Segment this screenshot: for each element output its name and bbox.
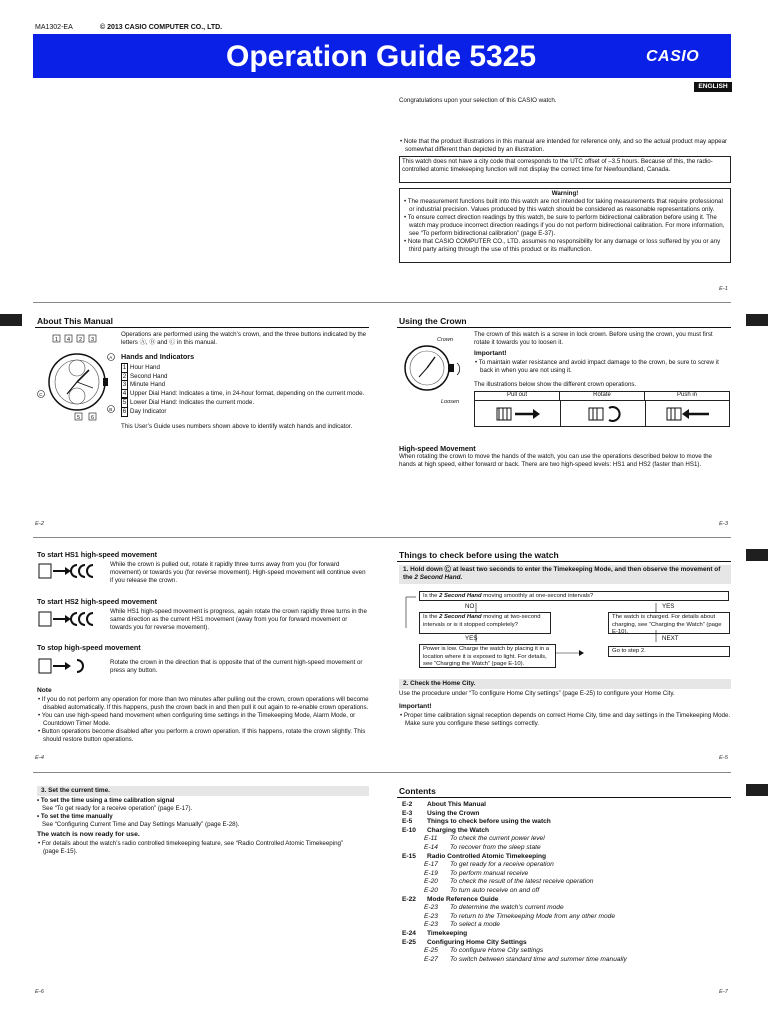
contents-text: To check the result of the latest receive operation: [450, 878, 594, 886]
about-outro: This User’s Guide uses numbers shown above to identify watch hands and indicator.: [121, 423, 353, 430]
contents-page: E-2: [402, 801, 413, 808]
contents-item[interactable]: [402, 956, 722, 965]
crown-illustrations: The illustrations below show the different crown operations.: [474, 381, 637, 388]
warning-box: [399, 188, 731, 263]
hs-body: When rotating the crown to move the hands of the watch, you can use the operations described below to move the hands at high speed, either forward or back. There are two high-speed levels: HS1 and HS2 (faster than HS1).: [399, 453, 712, 468]
page-number: E-2: [35, 521, 45, 527]
note-item: • Button operations become disabled after you perform a crown operation. If this happens, rotate the crown slightly. This should restore button operations.: [38, 727, 366, 743]
button-letter: B: [109, 407, 113, 412]
brand-logo: CASIO: [646, 48, 700, 65]
dial-number: 1: [55, 337, 59, 343]
page-divider: [33, 537, 731, 538]
set-bullet-text: To set the time using a time calibration signal: [40, 797, 175, 804]
pull-out-icon: [495, 404, 541, 424]
section-rule: [397, 561, 731, 562]
page-divider: [33, 772, 731, 773]
goto-box: Go to step 2.: [608, 646, 730, 657]
next-label: NEXT: [662, 635, 679, 642]
contents-page: E-5: [402, 818, 413, 826]
warning-text: To ensure correct direction readings by this watch, be sure to perform bidirectional calibration before using it. The watch may produce incorrect direction readings if you do not perform bidirectional calibration. For more information, see “To perform bidirectional calibration” (page E-37).: [407, 213, 725, 237]
contents-text: To check the current power level: [450, 835, 545, 843]
q-text: Is the: [423, 614, 438, 620]
edge-tab: [746, 784, 768, 796]
step2-body: Use the procedure under “To configure Home City settings” (page E-25) to configure your Home City.: [399, 690, 675, 697]
section-rule: [397, 327, 731, 328]
contents-page: E-22: [402, 895, 416, 903]
section-title: Using the Crown: [399, 316, 467, 326]
watch-dial-diagram: [35, 332, 120, 427]
rotate-icon: [585, 404, 625, 424]
contents-page: E-19: [424, 869, 438, 877]
page-number: E-3: [719, 521, 729, 527]
contents-text: Radio Controlled Atomic Timekeeping: [427, 852, 547, 860]
important-label: Important!: [399, 703, 432, 710]
illustration-note: • Note that the product illustrations in this manual are intended for reference only, and so the actual product may appear somewhat different than depicted by an illustration.: [400, 138, 728, 153]
hands-item: [121, 380, 369, 389]
yes-label: YES: [465, 635, 478, 642]
step3-box: [37, 786, 369, 796]
hands-item: [121, 407, 369, 416]
contents-page: E-24: [402, 930, 416, 937]
contents-text: Configuring Home City Settings: [427, 938, 527, 946]
hs1-icon: [37, 560, 97, 582]
stop-icon: [37, 655, 97, 677]
warning-text: Note that CASIO COMPUTER CO., LTD. assumes no responsibility for any damage or loss suffered by you or any third party arising through the use of this product or its malfunction.: [407, 237, 721, 253]
hands-title: Hands and Indicators: [121, 352, 195, 361]
contents-text: Using the Crown: [427, 809, 480, 817]
contents-list: [402, 801, 732, 981]
illustration-note-text: Note that the product illustrations in this manual are intended for reference only, and so the actual product may appear somewhat different than depicted by an illustration.: [403, 138, 728, 153]
utc-text: This watch does not have a city code that corresponds to the UTC offset of –3.5 hours. Because of this, the radio-controlled atomic timekeeping function will not display the correct time for Newfoundland, Canada.: [402, 158, 713, 173]
item-text: Hour Hand: [130, 364, 160, 371]
crown-bullet: • To maintain water resistance and avoid impact damage to the crown, be sure to screw it back in when you are not using it.: [475, 359, 719, 374]
item-number: 3: [122, 381, 127, 388]
dial-number: 6: [91, 415, 95, 421]
page-title: Operation Guide 5325: [226, 40, 537, 73]
set-bullet-2: • To set the time manually: [37, 812, 113, 820]
stop-body: Rotate the crown in the direction that is opposite that of the current high-speed movement or press any button.: [110, 659, 363, 674]
dial-number: 4: [67, 337, 71, 343]
contents-page: E-25: [402, 938, 416, 946]
set-ref-1: See “To get ready for a receive operation” (page E-17).: [42, 804, 193, 812]
contents-page: E-3: [402, 809, 413, 817]
contents-text: Timekeeping: [427, 930, 468, 937]
warning-title: Warning!: [551, 190, 579, 197]
section-title: About This Manual: [37, 316, 114, 326]
step1-text: 1. Hold down Ⓒ at least two seconds to enter the Timekeeping Mode, and then observe the movement of the: [403, 566, 721, 582]
col-header: Pull out: [475, 392, 560, 401]
utc-box: [399, 156, 731, 183]
contents-page: E-23: [424, 912, 438, 920]
page-number: E-1: [719, 286, 729, 292]
warning-item-3: • Note that CASIO COMPUTER CO., LTD. assumes no responsibility for any damage or loss suffered by you or any third party arising through the use of this product or its malfunction.: [404, 237, 721, 253]
step1-hand: 2 Second Hand.: [414, 574, 463, 582]
contents-page: E-23: [424, 904, 438, 912]
contents-text: To return to the Timekeeping Mode from any other mode: [450, 912, 615, 920]
set-list: [37, 797, 369, 829]
dial-number: 2: [79, 337, 83, 343]
contents-text: Charging the Watch: [427, 826, 490, 834]
button-letter: A: [109, 355, 113, 360]
item-number: 1: [122, 364, 127, 371]
contents-page: E-20: [424, 878, 438, 886]
table-divider: [560, 401, 561, 427]
q-text: moving smoothly at one-second intervals?: [483, 593, 594, 599]
hands-item: [121, 372, 369, 381]
push-in-icon: [665, 404, 711, 424]
set-bullet-text: To set the time manually: [40, 812, 113, 820]
contents-text: To switch between standard time and summer time manually: [450, 955, 627, 963]
contents-text: Mode Reference Guide: [427, 895, 499, 903]
low-power-box: Power is low. Charge the watch by placing it in a location where it is exposed to light. For details, see “Charging the Watch” (page E-10).: [419, 644, 556, 668]
hs1-title: To start HS1 high-speed movement: [37, 550, 158, 559]
col-header: Rotate: [560, 392, 645, 401]
hs2-title: To start HS2 high-speed movement: [37, 597, 158, 606]
contents-text: To configure Home City settings: [450, 947, 544, 955]
question-1: [419, 591, 729, 601]
warning-text: The measurement functions built into this watch are not intended for taking measurements that require professional or industrial precision. Values produced by this watch should be considered as reasonable representations only.: [407, 197, 723, 213]
detail-text: For details about the watch’s radio controlled timekeeping feature, see “Radio Controlled Atomic Timekeeping” (page E-15).: [41, 840, 344, 855]
section-rule: [397, 797, 731, 798]
stop-title: To stop high-speed movement: [37, 643, 141, 652]
item-number: 4: [122, 389, 127, 397]
contents-page: E-25: [424, 947, 438, 955]
note-text: If you do not perform any operation for more than two minutes after pulling out the crown, crown operations will become disabled automatically. If this happens, push the crown back in and then pull it out again to re-enable crown operations.: [41, 696, 369, 711]
contents-text: About This Manual: [427, 801, 486, 808]
copyright: © 2013 CASIO COMPUTER CO., LTD.: [100, 24, 223, 31]
hs-title: High-speed Movement: [399, 444, 476, 453]
contents-page: E-10: [402, 826, 416, 834]
contents-page: E-15: [402, 852, 416, 860]
step2-box: [399, 679, 731, 689]
contents-text: Things to check before using the watch: [427, 818, 551, 826]
page-number: E-5: [719, 755, 729, 761]
edge-tab: [746, 549, 768, 561]
item-number: 2: [122, 372, 127, 380]
step1-box: [399, 565, 731, 584]
hands-item: [121, 389, 369, 399]
page-number: E-4: [35, 755, 45, 761]
edge-tab: [0, 314, 22, 326]
crown-diagram: [397, 333, 469, 408]
edge-tab: [746, 314, 768, 326]
section-rule: [35, 327, 369, 328]
step3-text: 3. Set the current time.: [41, 787, 110, 794]
important-item: • Proper time calibration signal reception depends on correct Home City, time and day settings in the Timekeeping Mode. Make sure you configure these settings correctly.: [400, 712, 731, 727]
item-text: Day Indicator: [130, 407, 167, 415]
contents-text: To recover from the sleep state: [450, 844, 541, 851]
crown-body: The crown of this watch is a screw in lock crown. Before using the crown, you must first rotate it towards you to loosen it.: [474, 331, 713, 346]
about-intro: Operations are performed using the watch’s crown, and the three buttons indicated by the letters Ⓐ, Ⓑ and Ⓒ in this manual.: [121, 331, 367, 346]
item-text: Lower Dial Hand: Indicates the current mode.: [130, 399, 255, 407]
contents-page: E-17: [424, 861, 438, 869]
congrats-text: Congratulations upon your selection of this CASIO watch.: [399, 97, 557, 104]
warning-item-2: • To ensure correct direction readings by this watch, be sure to perform bidirectional calibration before using it. The watch may produce incorrect direction readings if you do not perform bidirectional calibration. For more information, see “To perform bidirectional calibration” (page E-37).: [404, 213, 725, 237]
hs1-body: While the crown is pulled out, rotate it rapidly three turns away from you (for forward movement) or towards you (for reverse movement). High-speed movement will continue even if you release the crown.: [110, 561, 366, 584]
charged-box: The watch is charged. For details about charging, see “Charging the Watch” (page E-10).: [608, 612, 730, 634]
q-text: Is the: [423, 593, 438, 599]
contents-page: E-20: [424, 887, 438, 894]
warning-item-1: • The measurement functions built into this watch are not intended for taking measurements that require professional or industrial precision. Values produced by this watch should be considered as reasonable representations only.: [404, 197, 723, 213]
notes-list: [37, 696, 369, 744]
note-text: You can use high-speed hand movement when configuring time settings in the Timekeeping Mode, Alarm Mode, or Countdown Timer Mode.: [41, 711, 356, 727]
note-item: • If you do not perform any operation for more than two minutes after pulling out the crown, crown operations will become disabled automatically. If this happens, push the crown back in and then pull it out again to re-enable crown operations.: [38, 696, 369, 711]
hs2-icon: [37, 608, 97, 630]
set-ref-2: See “Configuring Current Time and Day Settings Manually” (page E-28).: [42, 820, 240, 828]
crown-label: Crown: [437, 337, 453, 343]
contents-text: To select a mode: [450, 921, 500, 929]
table-divider: [645, 401, 646, 427]
contents-text: To perform manual receive: [450, 869, 529, 877]
contents-text: To determine the watch’s current mode: [450, 904, 564, 912]
contents-page: E-11: [424, 835, 438, 843]
q-text: moving at two-second intervals or is it stopped completely?: [423, 614, 541, 628]
contents-page: E-27: [424, 955, 438, 963]
note-item: • You can use high-speed hand movement when configuring time settings in the Timekeeping Mode, Alarm Mode, or Countdown Timer Mode.: [38, 711, 356, 727]
crown-bullet-text: To maintain water resistance and avoid impact damage to the crown, be sure to screw it back in when you are not using it.: [478, 359, 719, 374]
col-header: Push in: [645, 392, 729, 401]
dial-number: 3: [91, 337, 95, 343]
section-title: Contents: [399, 786, 436, 796]
item-text: Minute Hand: [130, 381, 166, 388]
language-tab: ENGLISH: [694, 82, 732, 92]
step2-text: 2. Check the Home City.: [403, 680, 476, 687]
loosen-label: Loosen: [441, 399, 460, 405]
item-text: Second Hand: [130, 372, 168, 380]
page-number: E-7: [719, 989, 729, 995]
ready-text: The watch is now ready for use.: [37, 831, 140, 838]
no-label: NO: [465, 603, 475, 610]
set-bullet-1: • To set the time using a time calibration signal: [37, 797, 175, 804]
page-divider: [33, 302, 731, 303]
contents-text: To turn auto receive on and off: [450, 887, 540, 894]
detail-item: • For details about the watch’s radio controlled timekeeping feature, see “Radio Controlled Atomic Timekeeping” (page E-15).: [38, 840, 344, 855]
note-text: Button operations become disabled after you perform a crown operation. If this happens, rotate the crown slightly. This should restore button operations.: [41, 727, 366, 743]
important-text: Proper time calibration signal reception depends on correct Home City, time and day settings in the Timekeeping Mode. Make sure you configure these settings correctly.: [403, 712, 731, 727]
q-hand: 2 Second Hand: [439, 593, 482, 599]
item-number: 5: [122, 399, 127, 407]
important-label: Important!: [474, 350, 507, 357]
page-number: E-6: [35, 989, 45, 995]
dial-number: 5: [77, 415, 81, 421]
hands-item: [121, 363, 369, 372]
crown-ops-table: [474, 391, 730, 427]
hands-item: [121, 398, 369, 407]
item-text: Upper Dial Hand: Indicates a time, in 24-hour format, depending on the current mode.: [130, 389, 365, 397]
question-2: [419, 612, 551, 634]
contents-text: To get ready for a receive operation: [450, 861, 554, 869]
hs2-body: While HS1 high-speed movement is progress, again rotate the crown rapidly three turns in the same direction as the current HS1 movement (away from you for forward movement or towards you for reverse movement).: [110, 608, 367, 631]
yes-label: YES: [662, 603, 675, 610]
q-hand: 2 Second Hand: [439, 614, 482, 620]
button-letter: C: [39, 392, 43, 397]
section-title: Things to check before using the watch: [399, 550, 559, 560]
hands-list: [121, 363, 369, 415]
contents-page: E-14: [424, 844, 438, 851]
item-number: 6: [122, 407, 127, 415]
note-title: Note: [37, 687, 52, 694]
contents-page: E-23: [424, 921, 438, 929]
document-code: MA1302-EA: [35, 24, 73, 31]
